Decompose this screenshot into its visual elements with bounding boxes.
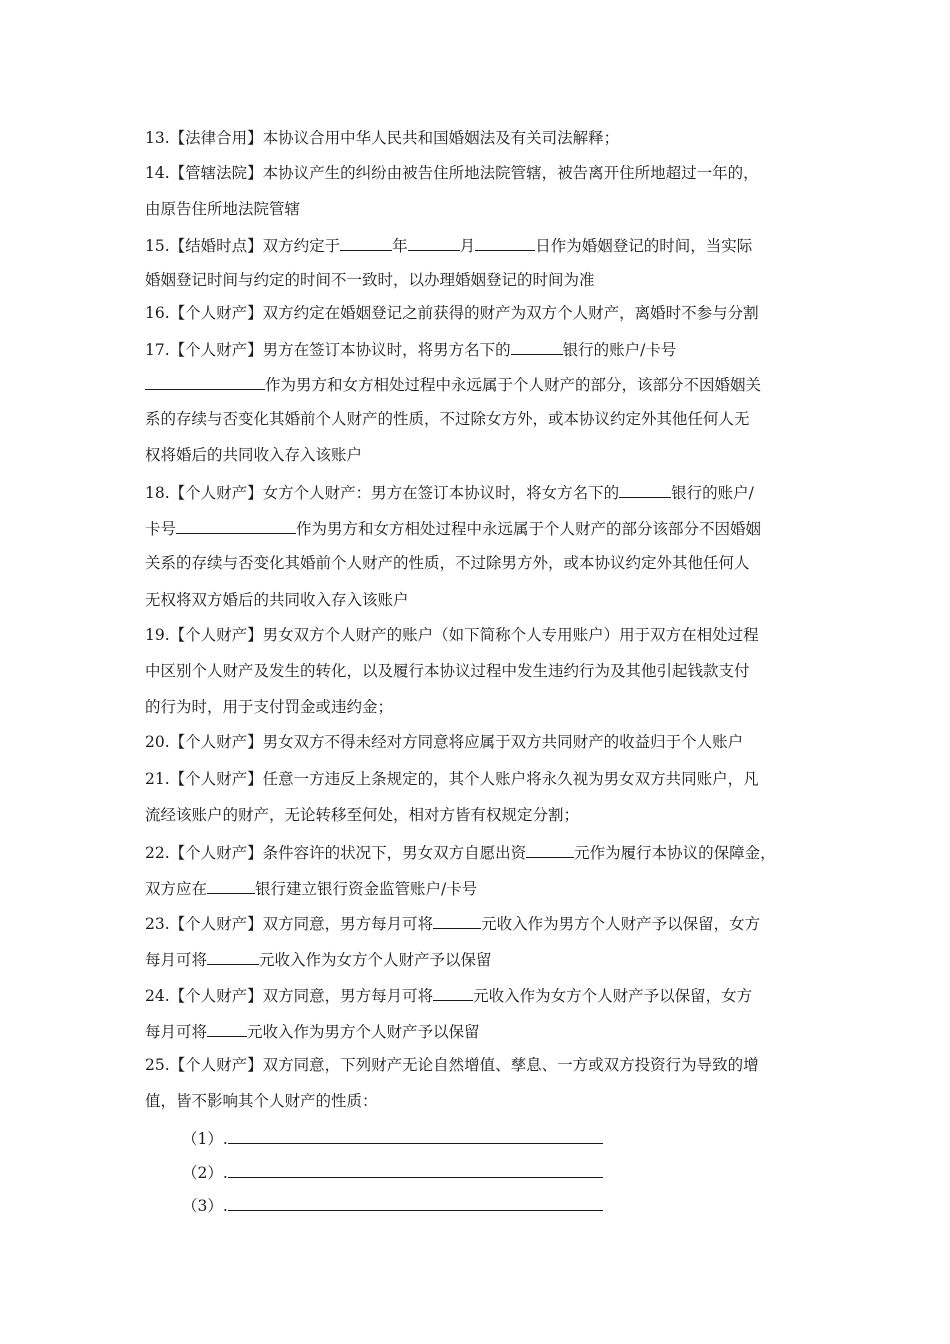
clause-23-line-1 — [145, 912, 760, 934]
deposit-amount-blank — [526, 841, 574, 858]
clause-18-line-3: 关系的存续与否变化其婚前个人财产的性质，不过除男方外，或本协议约定外其他任何人 — [145, 554, 750, 572]
clause-15-line-1 — [145, 234, 752, 256]
clause-24-text-a: 24.【个人财产】双方同意，男方每月可将 — [145, 987, 434, 1005]
clause-23-text-b: 元收入作为男方个人财产予以保留，女方 — [481, 915, 761, 933]
clause-19-line-3: 的行为时，用于支付罚金或违约金； — [145, 698, 394, 716]
female-card-blank — [176, 517, 296, 534]
clause-18-text-a: 18.【个人财产】女方个人财产：男方在签订本协议时，将女方名下的 — [145, 484, 620, 502]
clause-22-text-b: 元作为履行本协议的保障金， — [574, 844, 776, 862]
property-item-2 — [182, 1161, 603, 1183]
clause-18-line-2 — [145, 517, 761, 539]
clause-24-text-b: 元收入作为女方个人财产予以保留，女方 — [473, 987, 753, 1005]
clause-24-text-c: 每月可将 — [145, 1023, 208, 1041]
clause-18-line-1 — [145, 481, 754, 503]
month-blank — [408, 234, 460, 251]
clause-18-text-b: 银行的账户/ — [671, 484, 754, 502]
clause-19-line-1: 19.【个人财产】男女双方个人财产的账户（如下简称个人专用账户）用于双方在相处过程 — [145, 626, 759, 644]
clause-25-line-1: 25.【个人财产】双方同意，下列财产无论自然增值、孳息、一方或双方投资行为导致的增 — [145, 1056, 759, 1074]
clause-18-text-c: 卡号 — [145, 520, 177, 538]
property-item-3-blank — [228, 1194, 603, 1211]
clause-18-text-d: 作为男方和女方相处过程中永远属于个人财产的部分该部分不因婚姻 — [296, 520, 762, 538]
property-item-3 — [182, 1194, 603, 1216]
clause-15-line-2: 婚姻登记时间与约定的时间不一致时，以办理婚姻登记的时间为准 — [145, 271, 595, 289]
male-to-female-blank — [433, 984, 473, 1001]
male-card-blank — [145, 373, 265, 390]
clause-13-line-1: 13.【法律合用】本协议合用中华人民共和国婚姻法及有关司法解释； — [145, 129, 620, 147]
property-item-2-blank — [228, 1161, 603, 1178]
clause-21-line-1: 21.【个人财产】任意一方违反上条规定的，其个人账户将永久视为男女双方共同账户，凡 — [145, 770, 759, 788]
clause-20-line-1: 20.【个人财产】男女双方不得未经对方同意将应属于双方共同财产的收益归于个人账户 — [145, 733, 744, 751]
clause-17-text-c: 作为男方和女方相处过程中永远属于个人财产的部分，该部分不因婚姻关 — [265, 376, 762, 394]
property-item-1-label: （1）. — [182, 1130, 228, 1148]
clause-22-text-c: 双方应在 — [145, 880, 208, 898]
clause-23-text-c: 每月可将 — [145, 951, 208, 969]
deposit-bank-blank — [207, 877, 255, 894]
clause-17-text-a: 17.【个人财产】男方在签订本协议时，将男方名下的 — [145, 341, 511, 359]
clause-18-line-4: 无权将双方婚后的共同收入存入该账户 — [145, 591, 409, 609]
clause-17-line-1 — [145, 338, 676, 360]
clause-24-text-d: 元收入作为男方个人财产予以保留 — [247, 1023, 480, 1041]
female-bank-blank — [619, 481, 671, 498]
property-item-1 — [182, 1127, 603, 1149]
clause-15-text-a: 15.【结婚时点】双方约定于 — [145, 237, 341, 255]
clause-21-line-2: 流经该账户的财产，无论转移至何处，相对方皆有权规定分割； — [145, 806, 580, 824]
clause-24-line-2 — [145, 1020, 480, 1042]
clause-15-text-b: 年 — [392, 237, 408, 255]
clause-22-text-a: 22.【个人财产】条件容许的状况下，男女双方自愿出资 — [145, 844, 527, 862]
clause-23-line-2 — [145, 948, 492, 970]
clause-14-line-2: 由原告住所地法院管辖 — [145, 200, 301, 218]
clause-17-text-b: 银行的账户/卡号 — [562, 341, 677, 359]
clause-15-text-d: 日作为婚姻登记的时间，当实际 — [535, 237, 753, 255]
clause-19-line-2: 中区别个人财产及发生的转化，以及履行本协议过程中发生违约行为及其他引起钱款支付 — [145, 662, 750, 680]
clause-25-line-2: 值，皆不影响其个人财产的性质： — [145, 1092, 378, 1110]
clause-17-line-2 — [145, 373, 761, 395]
clause-17-line-3: 系的存续与否变化其婚前个人财产的性质，不过除女方外，或本协议约定外其他任何人无 — [145, 410, 750, 428]
property-item-1-blank — [228, 1127, 603, 1144]
year-blank — [340, 234, 392, 251]
clause-23-text-d: 元收入作为女方个人财产予以保留 — [259, 951, 492, 969]
female-monthly-blank — [207, 948, 259, 965]
male-monthly-blank — [433, 912, 481, 929]
clause-22-text-d: 银行建立银行资金监管账户/卡号 — [255, 880, 478, 898]
male-bank-blank — [511, 338, 563, 355]
clause-22-line-2 — [145, 877, 477, 899]
clause-16-line-1: 16.【个人财产】双方约定在婚姻登记之前获得的财产为双方个人财产，离婚时不参与分割 — [145, 304, 759, 322]
property-item-3-label: （3）. — [182, 1197, 228, 1215]
clause-23-text-a: 23.【个人财产】双方同意，男方每月可将 — [145, 915, 434, 933]
clause-15-text-c: 月 — [459, 237, 476, 255]
female-to-male-blank — [207, 1020, 247, 1037]
clause-14-line-1: 14.【管辖法院】本协议产生的纠纷由被告住所地法院管辖，被告离开住所地超过一年的， — [145, 164, 759, 182]
clause-17-line-4: 权将婚后的共同收入存入该账户 — [145, 446, 363, 464]
clause-24-line-1 — [145, 984, 752, 1006]
property-item-2-label: （2）. — [182, 1164, 228, 1182]
day-blank — [475, 234, 535, 251]
clause-22-line-1 — [145, 841, 776, 863]
